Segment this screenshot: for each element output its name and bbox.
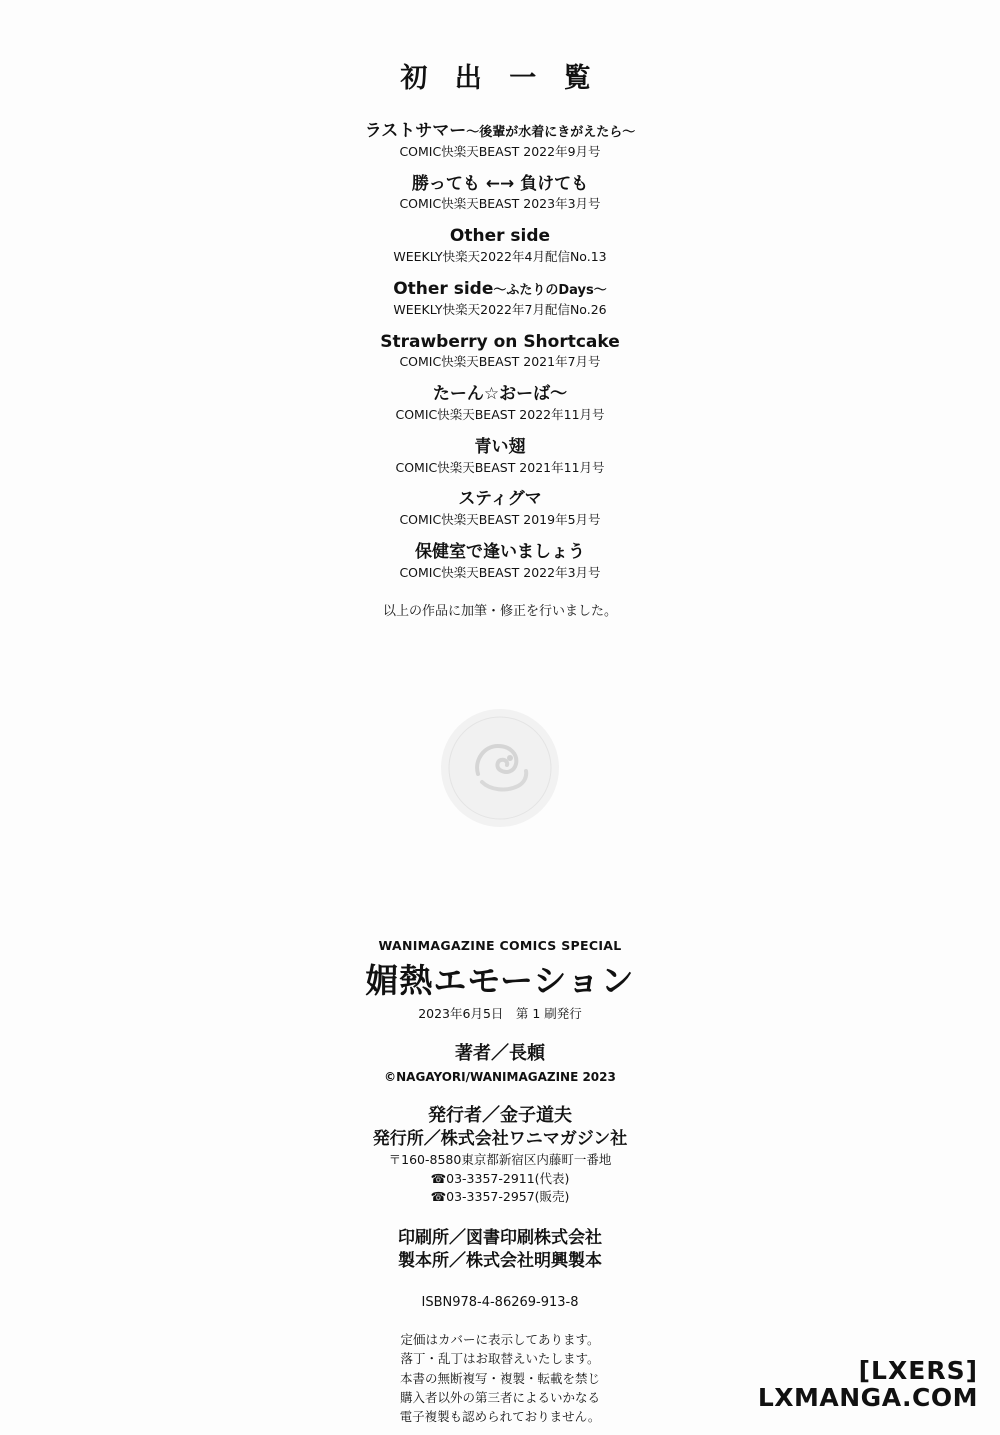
credit-source: COMIC快楽天BEAST 2022年3月号 <box>399 564 601 580</box>
site-watermark <box>758 1357 978 1411</box>
colophon-author: 著者／長頼 <box>455 1043 545 1065</box>
credit-source: COMIC快楽天BEAST 2023年3月号 <box>399 196 601 212</box>
credit-work-title: Strawberry on Shortcake <box>380 331 620 352</box>
credit-source: COMIC快楽天BEAST 2019年5月号 <box>399 512 601 528</box>
publisher-crest-icon <box>441 709 559 827</box>
colophon-title: 媚熱エモーション <box>365 961 635 1000</box>
colophon-production-block <box>0 1227 1000 1273</box>
credit-entry <box>0 226 1000 266</box>
colophon-author-block <box>0 1042 1000 1083</box>
watermark-tag: [LXERS] <box>858 1356 978 1385</box>
credit-source: COMIC快楽天BEAST 2022年11月号 <box>395 406 605 422</box>
credit-work-title: Other side <box>449 226 551 247</box>
credit-entry <box>0 489 1000 529</box>
credits-heading: 初 出 一 覧 <box>400 63 600 94</box>
credit-source: COMIC快楽天BEAST 2021年11月号 <box>395 459 605 475</box>
fine-print-line: 本書の無断複写・複製・転載を禁じ <box>399 1370 600 1386</box>
credit-work-title: ラストサマー～後輩が水着にきがえたら～ <box>364 121 636 141</box>
colophon-publisher-company: 発行所／株式会社ワニマガジン社 <box>372 1128 628 1149</box>
credit-work-title: 保健室で逢いましょう <box>415 542 585 562</box>
credit-work-title: 青い翅 <box>474 436 526 457</box>
colophon-tel-main: ☎03-3357-2911(代表) <box>430 1170 570 1186</box>
fine-print-line: 落丁・乱丁はお取替えいたします。 <box>400 1351 600 1367</box>
credit-entry <box>0 332 1000 372</box>
credit-entry <box>0 279 1000 319</box>
credit-work-title: たーん☆おーば～ <box>432 384 568 405</box>
fine-print-line: 電子複製も認められておりません。 <box>399 1409 601 1425</box>
colophon-printer: 印刷所／図書印刷株式会社 <box>398 1228 602 1249</box>
colophon-isbn: ISBN978-4-86269-913-8 <box>421 1294 579 1310</box>
colophon-binder: 製本所／株式会社明興製本 <box>398 1251 602 1272</box>
credit-work-title: Other side～ふたりのDays～ <box>393 278 607 299</box>
credit-entry <box>0 384 1000 424</box>
colophon-address: 〒160-8580東京都新宿区内藤町一番地 <box>388 1151 612 1167</box>
credit-source: COMIC快楽天BEAST 2022年9月号 <box>399 143 601 159</box>
fine-print-line: 購入者以外の第三者によるいかなる <box>399 1390 600 1406</box>
colophon-publisher-block <box>0 1104 1000 1207</box>
colophon-copyright: ©NAGAYORI/WANIMAGAZINE 2023 <box>384 1069 616 1084</box>
credit-entry <box>0 437 1000 477</box>
credit-source: WEEKLY快楽天2022年4月配信No.13 <box>393 249 607 264</box>
credit-entry <box>0 174 1000 214</box>
watermark-domain: LXMANGA.COM <box>757 1383 978 1412</box>
colophon-series: WANIMAGAZINE COMICS SPECIAL <box>378 938 622 953</box>
colophon-date: 2023年6月5日 第 1 刷発行 <box>418 1006 582 1022</box>
credit-entry <box>0 121 1000 161</box>
credit-work-title: 勝っても ←→ 負けても <box>411 173 589 194</box>
colophon-section <box>0 938 1000 1427</box>
credit-source: WEEKLY快楽天2022年7月配信No.26 <box>393 301 607 317</box>
credits-note: 以上の作品に加筆・修正を行いました。 <box>382 603 617 619</box>
fine-print-line: 定価はカバーに表示してあります。 <box>400 1331 600 1347</box>
colophon-publisher-person: 発行者／金子道夫 <box>428 1104 572 1126</box>
credits-section <box>0 56 1000 619</box>
colophon-tel-sales: ☎03-3357-2957(販売) <box>430 1189 570 1205</box>
credit-source: COMIC快楽天BEAST 2021年7月号 <box>399 354 601 370</box>
credit-entry <box>0 542 1000 582</box>
credit-work-title: スティグマ <box>458 489 542 510</box>
